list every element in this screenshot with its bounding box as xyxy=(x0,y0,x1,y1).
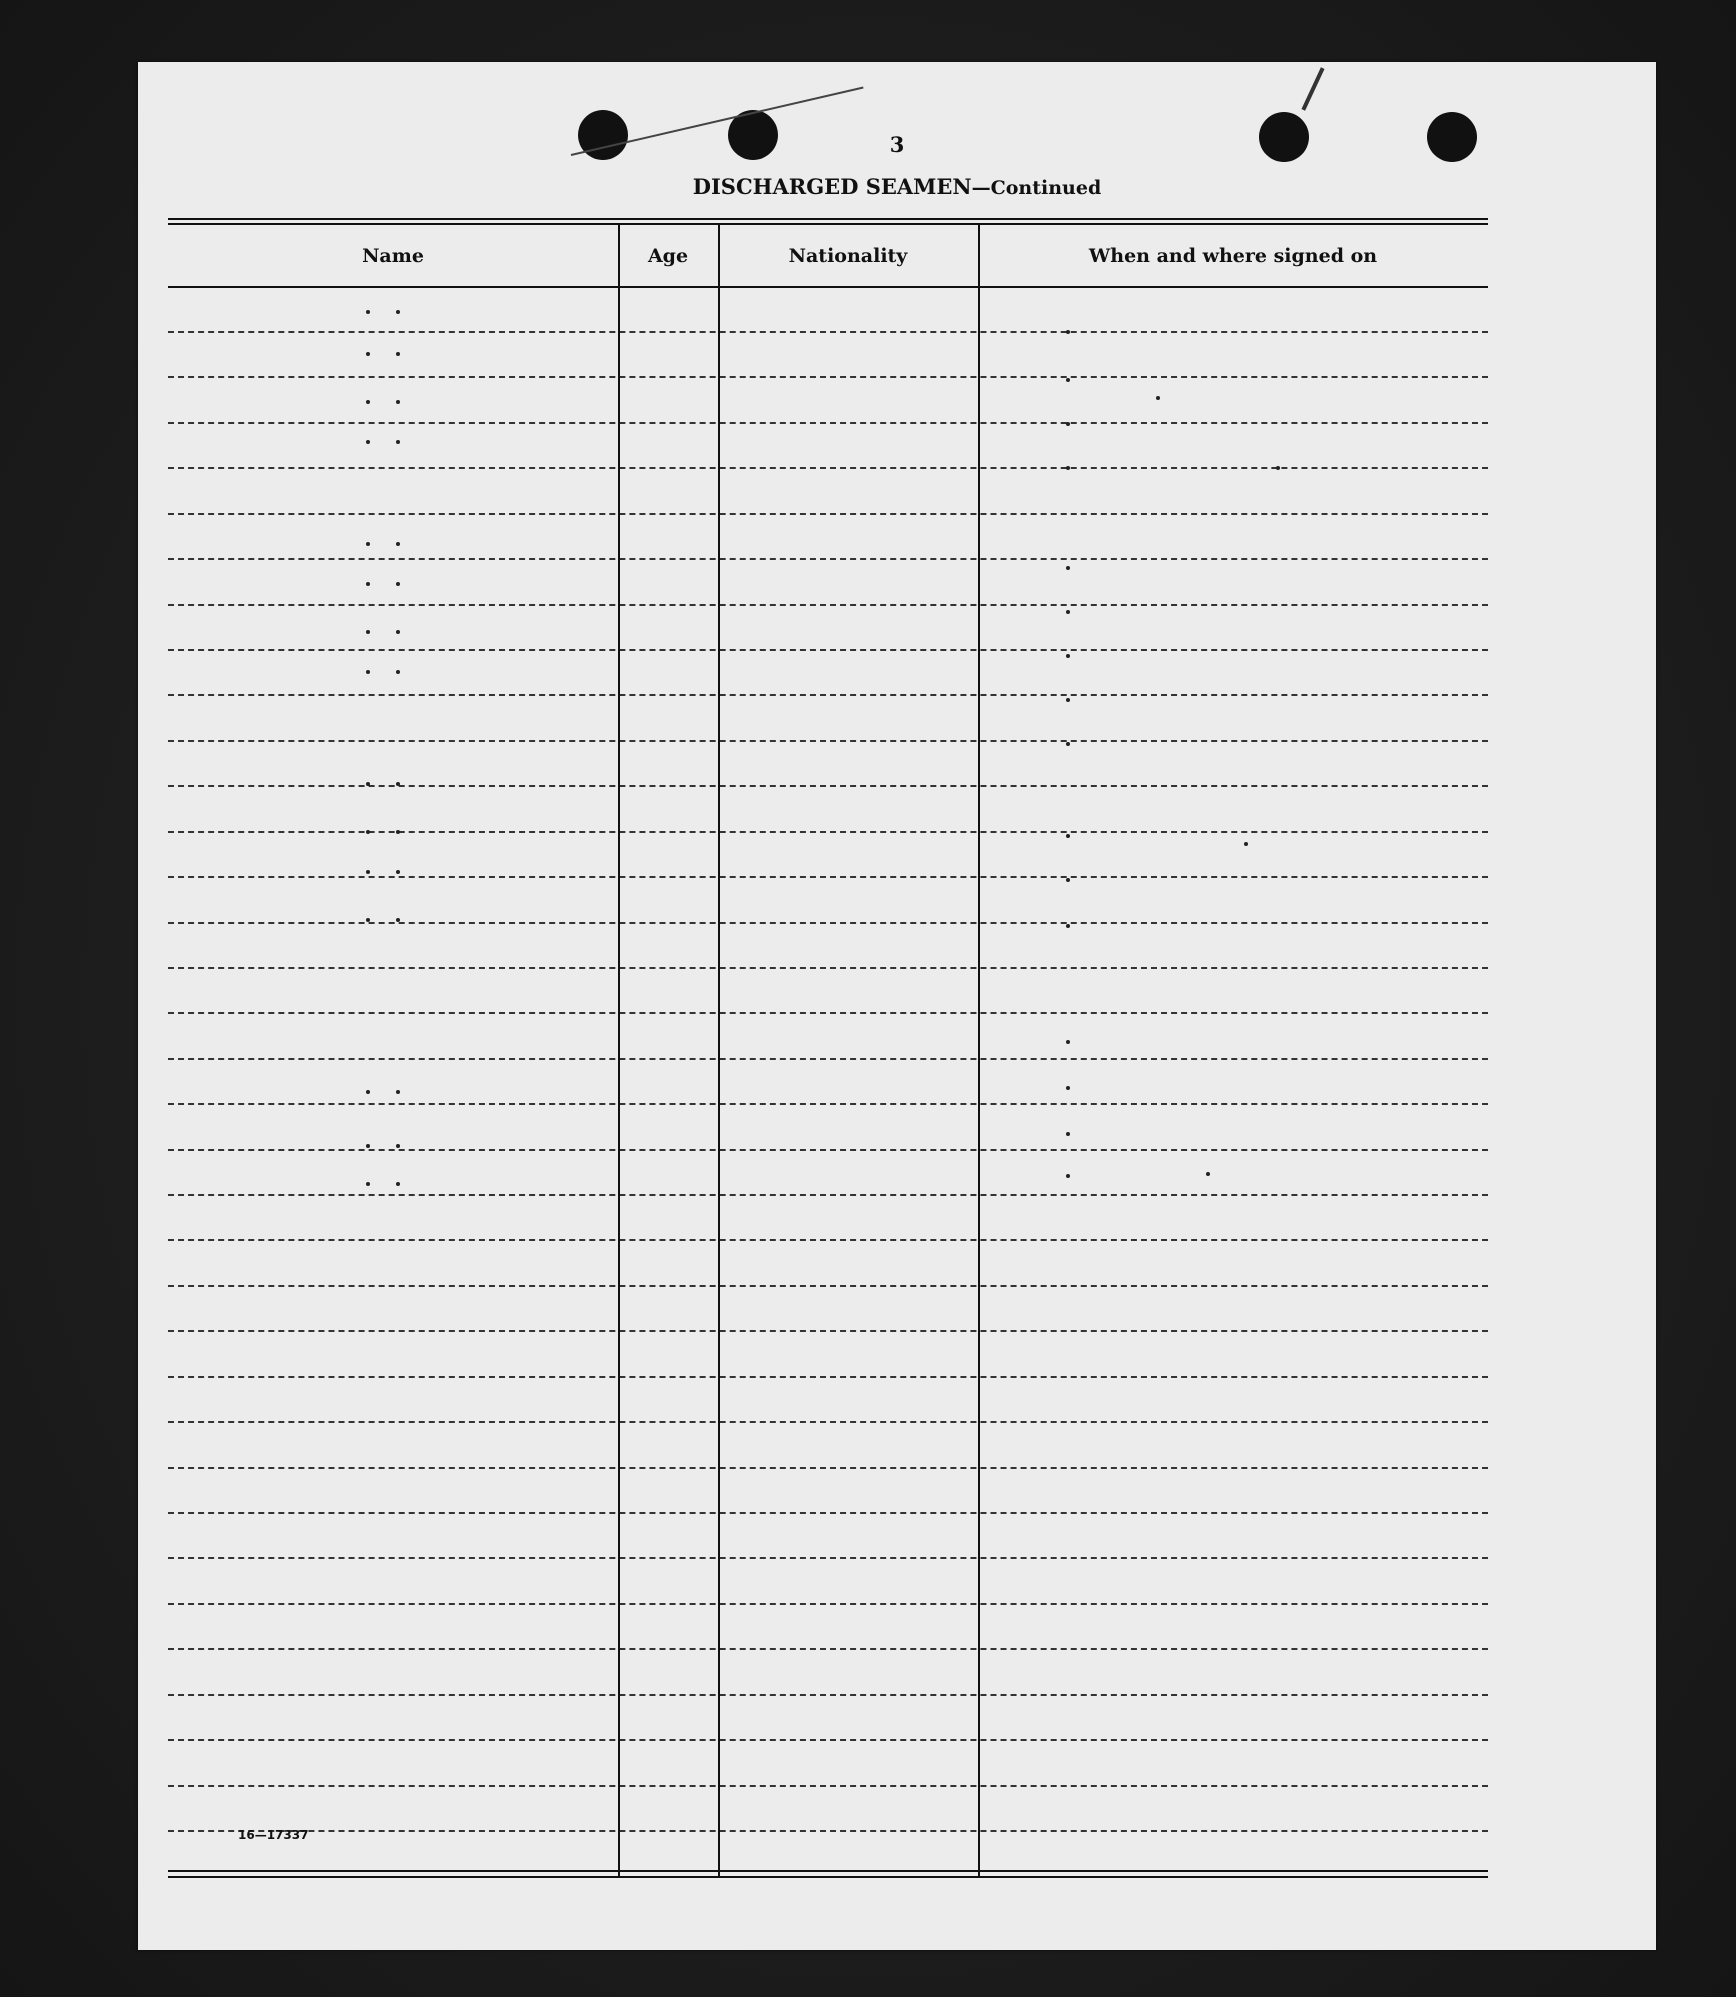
table-row-line xyxy=(168,1330,1488,1332)
table-bottom-rule xyxy=(168,1876,1488,1878)
ink-speck xyxy=(366,630,370,634)
ink-speck xyxy=(396,918,400,922)
ink-speck xyxy=(396,542,400,546)
table-header-row xyxy=(168,225,1488,287)
ink-speck xyxy=(1066,1174,1070,1178)
table-row-line xyxy=(168,558,1488,560)
ink-speck xyxy=(366,670,370,674)
ink-speck xyxy=(366,310,370,314)
table-row-line xyxy=(168,422,1488,424)
ink-speck xyxy=(1066,924,1070,928)
ink-speck xyxy=(396,352,400,356)
table-column-divider xyxy=(978,225,980,1876)
table-row-line xyxy=(168,1376,1488,1378)
ink-speck xyxy=(1066,654,1070,658)
table-row-line xyxy=(168,967,1488,969)
table-header-rule xyxy=(168,286,1488,288)
ink-speck xyxy=(366,400,370,404)
ink-speck xyxy=(366,542,370,546)
table-row-line xyxy=(168,1467,1488,1469)
ink-speck xyxy=(396,582,400,586)
table-row-line xyxy=(168,1012,1488,1014)
table-row-line xyxy=(168,922,1488,924)
column-header-signed-on: When and where signed on xyxy=(1088,245,1378,267)
ink-speck xyxy=(396,1090,400,1094)
ink-speck xyxy=(1066,878,1070,882)
form-title xyxy=(138,174,1656,199)
ink-speck xyxy=(1066,378,1070,382)
table-row-line xyxy=(168,1194,1488,1196)
column-header-nationality: Nationality xyxy=(788,245,908,267)
table-row-line xyxy=(168,376,1488,378)
table-bottom-rule xyxy=(168,1870,1488,1872)
ink-speck xyxy=(366,830,370,834)
ink-speck xyxy=(396,440,400,444)
table-row-line xyxy=(168,1421,1488,1423)
ink-speck xyxy=(396,870,400,874)
ink-speck xyxy=(1244,842,1248,846)
ink-speck xyxy=(1066,1132,1070,1136)
ink-speck xyxy=(1066,330,1070,334)
ink-speck xyxy=(366,582,370,586)
table-row-line xyxy=(168,1149,1488,1151)
ink-speck xyxy=(396,670,400,674)
table-row-line xyxy=(168,604,1488,606)
ink-speck xyxy=(366,1090,370,1094)
table-column-divider xyxy=(618,225,620,1876)
ink-speck xyxy=(1276,466,1280,470)
table-row-line xyxy=(168,1285,1488,1287)
ink-speck xyxy=(1206,1172,1210,1176)
document-sheet xyxy=(138,62,1656,1950)
ink-speck xyxy=(396,830,400,834)
column-header-age: Age xyxy=(647,245,689,267)
column-header-name: Name xyxy=(362,245,424,267)
table-row-line xyxy=(168,1603,1488,1605)
table-row-line xyxy=(168,331,1488,333)
table-row-line xyxy=(168,1785,1488,1787)
ink-speck xyxy=(366,1182,370,1186)
ink-speck xyxy=(396,400,400,404)
ink-speck xyxy=(1066,1086,1070,1090)
ink-speck xyxy=(366,1144,370,1148)
table-row-line xyxy=(168,649,1488,651)
ink-speck xyxy=(1066,698,1070,702)
table-row-line xyxy=(168,1739,1488,1741)
table-row-line xyxy=(168,1239,1488,1241)
ink-speck xyxy=(366,870,370,874)
ink-speck xyxy=(1066,422,1070,426)
table-row-line xyxy=(168,1694,1488,1696)
form-title-continued: —Continued xyxy=(971,177,1102,199)
table-row-line xyxy=(168,1512,1488,1514)
table-top-rule xyxy=(168,218,1488,220)
ink-speck xyxy=(1066,466,1070,470)
ink-speck xyxy=(396,310,400,314)
table-row-line xyxy=(168,1648,1488,1650)
ink-speck xyxy=(366,918,370,922)
ink-speck xyxy=(1066,834,1070,838)
table-row-line xyxy=(168,1103,1488,1105)
ink-speck xyxy=(1066,566,1070,570)
seamen-table xyxy=(168,218,1488,1878)
table-column-divider xyxy=(718,225,720,1876)
table-row-line xyxy=(168,467,1488,469)
table-row-line xyxy=(168,1058,1488,1060)
clip-mark xyxy=(1301,67,1324,110)
ink-speck xyxy=(366,782,370,786)
ink-speck xyxy=(366,352,370,356)
table-row-line xyxy=(168,1830,1488,1832)
form-number: 16—17337 xyxy=(238,1828,309,1842)
ink-speck xyxy=(396,782,400,786)
table-row-line xyxy=(168,513,1488,515)
ink-speck xyxy=(396,1182,400,1186)
table-row-line xyxy=(168,740,1488,742)
form-title-main: DISCHARGED SEAMEN xyxy=(692,174,972,199)
ink-speck xyxy=(1066,1040,1070,1044)
ink-speck xyxy=(1156,396,1160,400)
ink-speck xyxy=(396,1144,400,1148)
page-number: 3 xyxy=(889,132,905,157)
table-row-line xyxy=(168,876,1488,878)
ink-speck xyxy=(396,630,400,634)
table-row-line xyxy=(168,1557,1488,1559)
ink-speck xyxy=(1066,742,1070,746)
ink-speck xyxy=(1066,610,1070,614)
ink-speck xyxy=(366,440,370,444)
table-row-line xyxy=(168,694,1488,696)
